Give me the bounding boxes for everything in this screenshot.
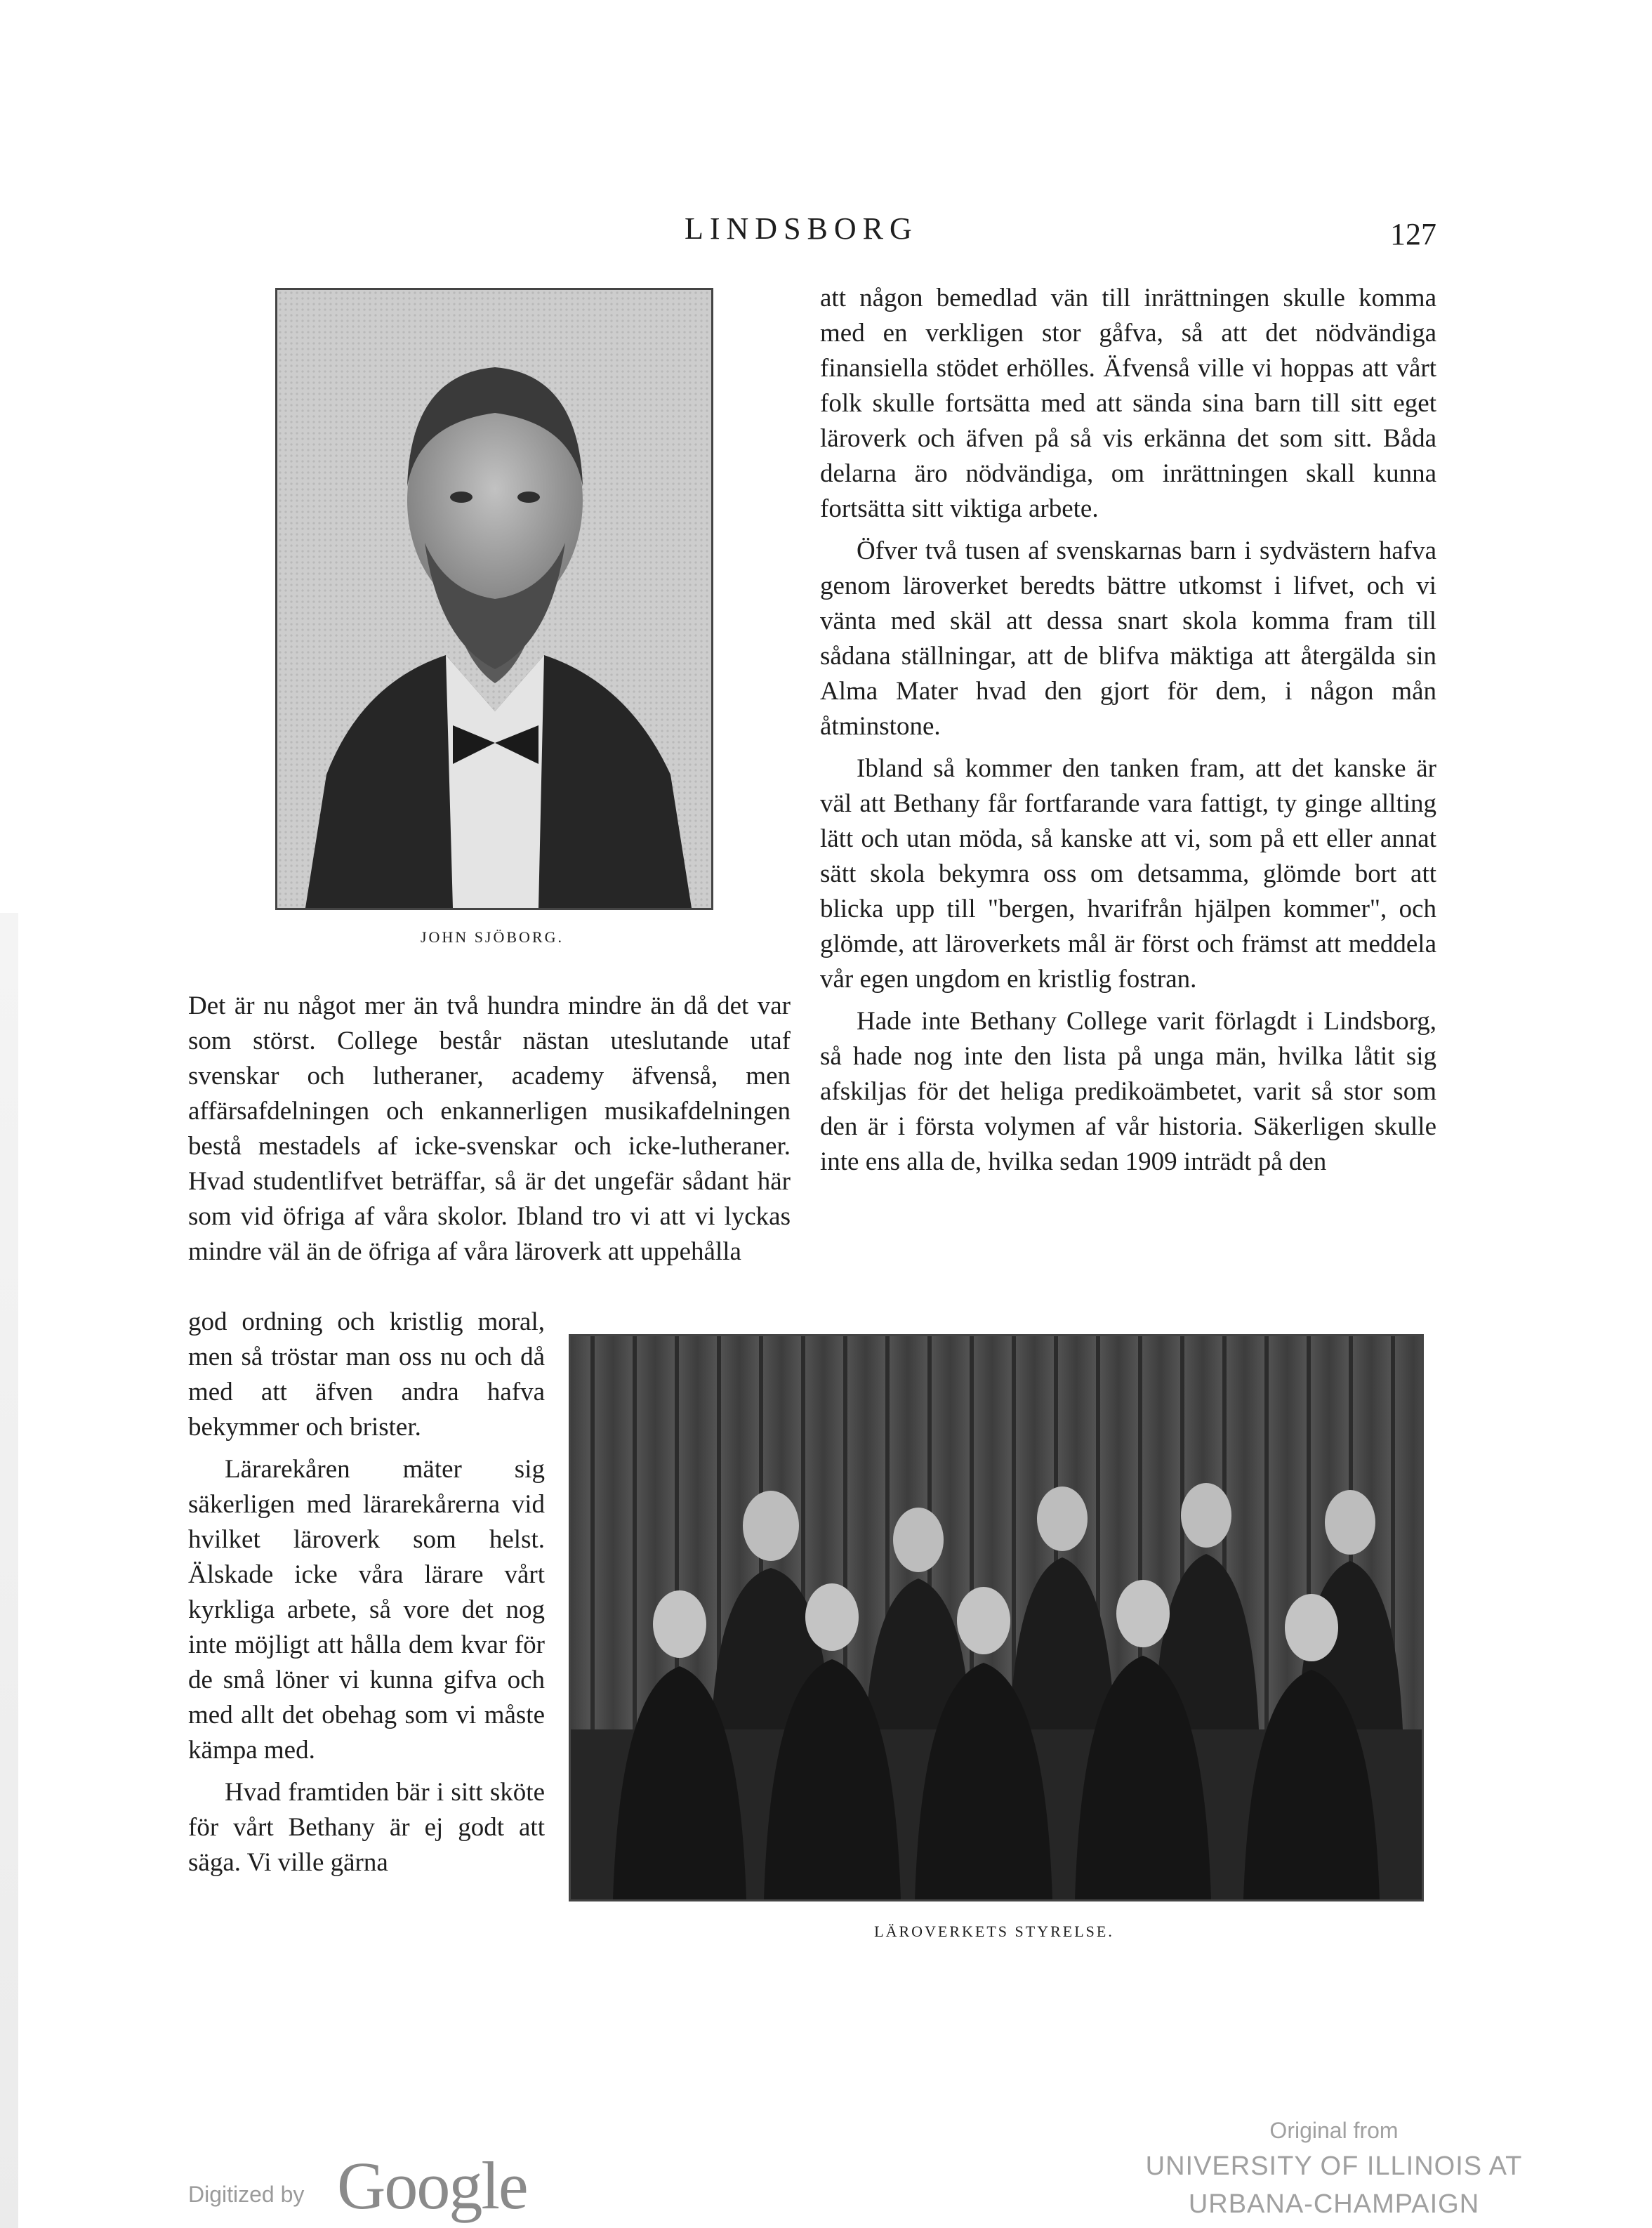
page-number: 127 — [1390, 217, 1436, 251]
group-figure — [571, 1336, 1422, 1899]
left-column-narrow — [188, 1305, 545, 1880]
group-caption: LÄROVERKETS STYRELSE. — [874, 1923, 1114, 1940]
left-paragraph-1: Det är nu något mer än två hundra mindre än då det var som störst. College består nästan uteslutande utaf svenskar och lutheraner, academy äfvenså, men affärsafdelningen och enkannerligen musikafdelningen bestå mestadels af icke-svenskar och icke-lutheraner. Hvad studentlifvet beträffar, så är det ungefär sådant här som vid öfriga af våra skolor. Ibland tro vi att vi lyckas mindre väl än de öfriga af våra läroverk att uppehålla — [188, 991, 791, 1266]
side-watermark — [0, 913, 18, 2228]
group-photo — [569, 1334, 1424, 1901]
right-paragraph-3: Ibland så kommer den tanken fram, att det kanske är väl att Bethany får fortfarande vara fattigt, ty ginge allting lätt och utan möda, så kanske att vi, som på ett eller annat sätt skola bekymra oss om detsamma, glömde bort att blicka upp till "bergen, hvarifrån hjälpen kommer", och glömde, att läroverkets mål är först och främst att meddela vår egen ungdom en kristlig fostran. — [820, 754, 1436, 994]
portrait-photo — [275, 288, 713, 910]
running-head: LINDSBORG — [685, 211, 918, 246]
right-paragraph-4: Hade inte Bethany College varit förlagdt i Lindsborg, så hade nog inte den lista på unga män, hvilka låtit sig afskiljas för det heliga predikoämbetet, varit så stor som den är i första volymen af vår historia. Säkerligen skulle inte ens alla de, hvilka sedan 1909 inträdt på den — [820, 1007, 1436, 1176]
institution-line-1: UNIVERSITY OF ILLINOIS AT — [1145, 2151, 1523, 2181]
digitized-by-text: Digitized by — [188, 2182, 305, 2207]
google-wordmark: Google — [337, 2148, 527, 2223]
institution-line-2: URBANA-CHAMPAIGN — [1188, 2189, 1480, 2219]
left-paragraph-4: Hvad framtiden bär i sitt sköte för vårt Bethany är ej godt att säga. Vi ville gärna — [188, 1778, 545, 1877]
right-paragraph-2: Öfver två tusen af svenskarnas barn i sydvästern hafva genom läroverket beredts bättre utkomst i lifvet, och vi vänta med skäl att dessa snart skola komma fram till sådana ställningar, att de blifva mäktiga att återgälda sin Alma Mater hvad den gjort för dem, i någon mån åtminstone. — [820, 536, 1436, 741]
left-paragraph-2: god ordning och kristlig moral, men så tröstar man oss nu och då med att äfven andra hafva bekymmer och brister. — [188, 1307, 545, 1442]
original-from-notice — [1081, 2114, 1587, 2223]
right-column — [820, 281, 1436, 1180]
left-paragraph-3: Lärarekåren mäter sig säkerligen med lärarekårerna vid hvilket läroverk som helst. Älskade icke våra lärare vårt kyrkliga arbete, så vore det nog inte möjligt att hålla dem kvar för de små löner vi kunna gifva och med allt det obehag som vi måste kämpa med. — [188, 1455, 545, 1765]
portrait-caption: JOHN SJÖBORG. — [420, 928, 564, 946]
portrait-figure — [277, 290, 711, 908]
left-column-wide — [188, 989, 791, 1270]
original-from-text: Original from — [1269, 2118, 1399, 2143]
page-header — [0, 211, 1652, 253]
right-paragraph-1: att någon bemedlad vän till inrättningen skulle komma med en verkligen stor gåfva, så att det nödvändiga finansiella stödet erhölles. Äfvenså ville vi hoppas att vårt folk skulle fortsätta med att sända sina barn till sitt eget läroverk och äfven på så vis erkänna det som sitt. Båda delarna äro nödvändiga, om inrättningen skall kunna fortsätta sitt viktiga arbete. — [820, 284, 1436, 523]
